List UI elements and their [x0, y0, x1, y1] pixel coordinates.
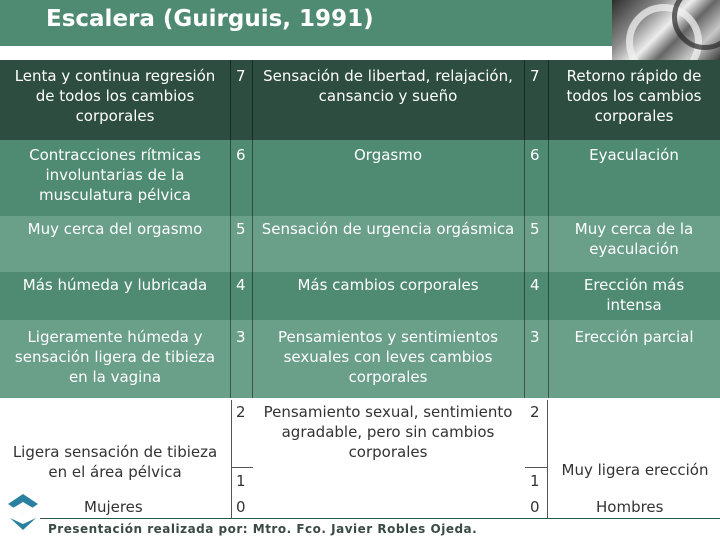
- right-step-line: [525, 467, 547, 468]
- title-bar: [0, 0, 612, 46]
- column-divider: [524, 140, 525, 216]
- level-left: 4: [236, 276, 246, 294]
- footer-divider: [40, 518, 720, 519]
- middle-cell: Más cambios corporales: [297, 276, 479, 294]
- middle-cell: Sensación de urgencia orgásmica: [261, 220, 515, 238]
- men-cell: Erección parcial: [574, 328, 694, 346]
- column-divider: [252, 140, 253, 216]
- column-divider: [548, 140, 549, 216]
- level-right: 3: [530, 328, 540, 346]
- women-cell: Contracciones rítmicas involuntarias de la musculatura pélvica: [29, 146, 201, 204]
- level-left-0: 0: [236, 498, 246, 516]
- women-cell: Más húmeda y lubricada: [22, 276, 208, 294]
- men-cell: Muy cerca de la eyaculación: [574, 220, 694, 258]
- column-divider: [548, 60, 549, 140]
- women-label: Mujeres: [84, 498, 143, 516]
- level-left: 7: [236, 67, 246, 85]
- slide-title: Escalera (Guirguis, 1991): [46, 6, 374, 32]
- column-divider: [252, 272, 253, 320]
- left-level-line: [231, 400, 232, 518]
- column-divider: [548, 320, 549, 398]
- level-right-0: 0: [530, 498, 540, 516]
- level-right-2: 2: [530, 403, 540, 421]
- level-right: 7: [530, 67, 540, 85]
- women-level-1: Ligera sensación de tibieza en el área pélvica: [12, 443, 218, 481]
- column-divider: [252, 60, 253, 140]
- level-left: 5: [236, 220, 246, 238]
- women-cell: Lenta y continua regresión de todos los cambios corporales: [14, 67, 216, 125]
- left-step-line: [231, 467, 253, 468]
- column-divider: [252, 320, 253, 398]
- middle-cell: Orgasmo: [353, 146, 423, 164]
- column-divider: [230, 320, 231, 398]
- table-row: [0, 140, 720, 216]
- middle-cell: Pensamientos y sentimientos sexuales con leves cambios corporales: [277, 328, 499, 386]
- footer-credit: Presentación realizada por: Mtro. Fco. Javier Robles Ojeda.: [48, 522, 478, 536]
- level-left: 6: [236, 146, 246, 164]
- right-level-line: [547, 400, 548, 518]
- column-divider: [548, 272, 549, 320]
- middle-level-2: Pensamiento sexual, sentimiento agradable, pero sin cambios corporales: [263, 403, 513, 461]
- decorative-photo: [612, 0, 720, 60]
- table-row: [0, 216, 720, 272]
- level-left-1: 1: [236, 472, 246, 490]
- table-row: [0, 60, 720, 140]
- men-cell: Erección más intensa: [583, 276, 685, 314]
- level-left: 3: [236, 328, 246, 346]
- level-right: 5: [530, 220, 540, 238]
- column-divider: [524, 320, 525, 398]
- level-right-1: 1: [530, 472, 540, 490]
- level-right: 6: [530, 146, 540, 164]
- column-divider: [524, 272, 525, 320]
- women-cell: Muy cerca del orgasmo: [27, 220, 203, 238]
- men-level-1: Muy ligera erección: [561, 461, 709, 479]
- column-divider: [230, 140, 231, 216]
- column-divider: [230, 60, 231, 140]
- column-divider: [230, 216, 231, 272]
- column-divider: [524, 216, 525, 272]
- men-cell: Retorno rápido de todos los cambios corporales: [566, 67, 702, 125]
- men-label: Hombres: [596, 498, 664, 516]
- men-cell: Eyaculación: [589, 146, 679, 164]
- column-divider: [524, 60, 525, 140]
- slide-header: [0, 0, 720, 60]
- column-divider: [230, 272, 231, 320]
- column-divider: [548, 216, 549, 272]
- women-cell: Ligeramente húmeda y sensación ligera de tibieza en la vagina: [14, 328, 216, 386]
- level-right: 4: [530, 276, 540, 294]
- table-row: [0, 320, 720, 398]
- table-row: [0, 272, 720, 320]
- level-left-2: 2: [236, 403, 246, 421]
- logo-icon: [6, 492, 40, 532]
- column-divider: [252, 216, 253, 272]
- middle-cell: Sensación de libertad, relajación, cansancio y sueño: [263, 67, 513, 105]
